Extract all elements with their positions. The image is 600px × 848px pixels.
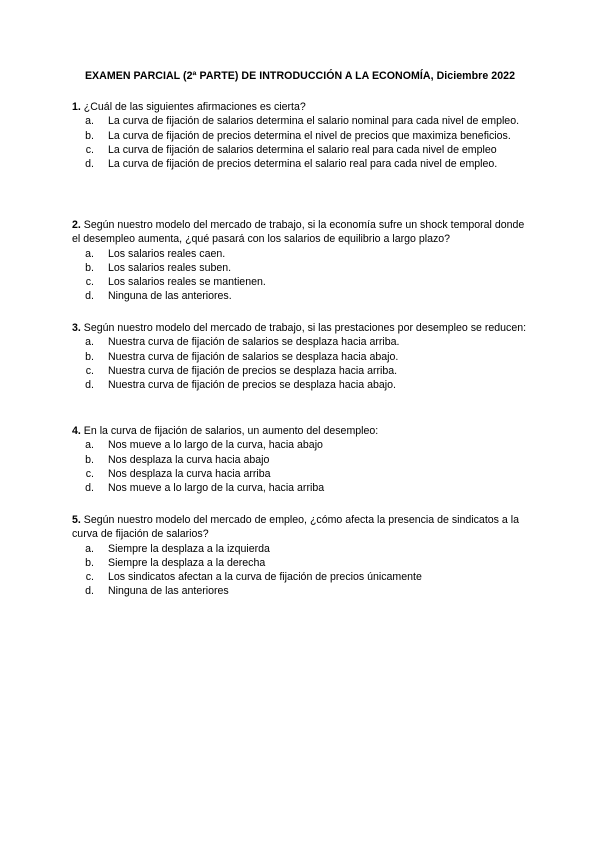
question-number: 3. (72, 322, 81, 334)
option-letter: d. (85, 585, 94, 598)
option-letter: a. (85, 336, 94, 349)
option-b (72, 453, 528, 467)
question-text (72, 100, 528, 114)
question-prompt: Según nuestro modelo del mercado de trabajo, si las prestaciones por desempleo se reducen: (83, 322, 527, 334)
option-c (72, 275, 528, 289)
option-b (72, 350, 528, 364)
option-d (72, 157, 528, 171)
options-list (72, 542, 528, 599)
question-number: 5. (72, 514, 81, 526)
option-c (72, 143, 528, 157)
option-c (72, 467, 528, 481)
option-letter: c. (85, 143, 94, 156)
question-prompt: Según nuestro modelo del mercado de trabajo, si la economía sufre un shock temporal donde el desempleo aumenta, ¿qué pasará con los salarios de equilibrio a largo plazo? (72, 219, 525, 246)
option-text: Ninguna de las anteriores (108, 585, 229, 598)
question-2 (72, 218, 528, 304)
option-text: Nuestra curva de fijación de precios se desplaza hacia arriba. (108, 364, 398, 377)
option-d (72, 584, 528, 598)
exam-title: EXAMEN PARCIAL (2ª PARTE) DE INTRODUCCIÓN A LA ECONOMÍA, Diciembre 2022 (84, 70, 516, 82)
option-c (72, 364, 528, 378)
option-text: Nos desplaza la curva hacia abajo (108, 453, 270, 466)
question-number: 1. (72, 101, 81, 113)
option-text: Nos desplaza la curva hacia arriba (108, 467, 271, 480)
question-prompt: Según nuestro modelo del mercado de empleo, ¿cómo afecta la presencia de sindicatos a la curva de fijación de salarios? (72, 514, 519, 541)
option-letter: c. (85, 276, 94, 289)
option-a (72, 335, 528, 349)
option-letter: d. (85, 379, 94, 392)
option-letter: b. (85, 556, 94, 569)
option-text: La curva de fijación de precios determina el salario real para cada nivel de empleo. (108, 158, 498, 171)
option-text: Nos mueve a lo largo de la curva, hacia arriba (108, 482, 325, 495)
option-text: Los salarios reales suben. (108, 261, 232, 274)
option-text: Nuestra curva de fijación de salarios se desplaza hacia arriba. (108, 336, 400, 349)
option-b (72, 261, 528, 275)
option-letter: d. (85, 290, 94, 303)
option-letter: a. (85, 247, 94, 260)
options-list (72, 438, 528, 495)
option-a (72, 438, 528, 452)
question-text (72, 513, 528, 542)
option-d (72, 481, 528, 495)
question-number: 4. (72, 425, 81, 437)
option-letter: c. (85, 364, 94, 377)
options-list (72, 247, 528, 304)
question-prompt: ¿Cuál de las siguientes afirmaciones es cierta? (83, 101, 306, 113)
option-a (72, 114, 528, 128)
option-a (72, 542, 528, 556)
option-text: La curva de fijación de salarios determina el salario nominal para cada nivel de empleo. (108, 115, 520, 128)
question-text (72, 218, 528, 247)
option-letter: b. (85, 350, 94, 363)
option-text: La curva de fijación de precios determina el nivel de precios que maximiza beneficios. (108, 129, 511, 142)
option-letter: a. (85, 542, 94, 555)
option-text: Nuestra curva de fijación de salarios se desplaza hacia abajo. (108, 350, 399, 363)
question-prompt: En la curva de fijación de salarios, un aumento del desempleo: (83, 425, 379, 437)
question-number: 2. (72, 219, 81, 231)
option-a (72, 247, 528, 261)
question-text (72, 424, 528, 438)
option-text: Nos mueve a lo largo de la curva, hacia abajo (108, 439, 323, 452)
question-1 (72, 100, 528, 171)
option-text: Nuestra curva de fijación de precios se desplaza hacia abajo. (108, 379, 396, 392)
question-text (72, 321, 528, 335)
option-text: Los salarios reales caen. (108, 247, 226, 260)
option-letter: d. (85, 158, 94, 171)
option-c (72, 570, 528, 584)
option-text: Ninguna de las anteriores. (108, 290, 232, 303)
option-d (72, 378, 528, 392)
option-text: Los salarios reales se mantienen. (108, 276, 266, 289)
option-letter: a. (85, 439, 94, 452)
option-letter: c. (85, 571, 94, 584)
option-text: La curva de fijación de salarios determina el salario real para cada nivel de empleo (108, 143, 497, 156)
option-letter: b. (85, 453, 94, 466)
option-letter: b. (85, 261, 94, 274)
option-letter: d. (85, 482, 94, 495)
option-text: Siempre la desplaza a la derecha (108, 556, 266, 569)
option-letter: a. (85, 115, 94, 128)
question-5 (72, 513, 528, 599)
question-4 (72, 424, 528, 495)
option-text: Los sindicatos afectan a la curva de fijación de precios únicamente (108, 571, 422, 584)
option-text: Siempre la desplaza a la izquierda (108, 542, 270, 555)
question-3 (72, 321, 528, 392)
option-b (72, 556, 528, 570)
option-b (72, 129, 528, 143)
option-letter: c. (85, 467, 94, 480)
option-letter: b. (85, 129, 94, 142)
options-list (72, 335, 528, 392)
options-list (72, 114, 528, 171)
option-d (72, 289, 528, 303)
